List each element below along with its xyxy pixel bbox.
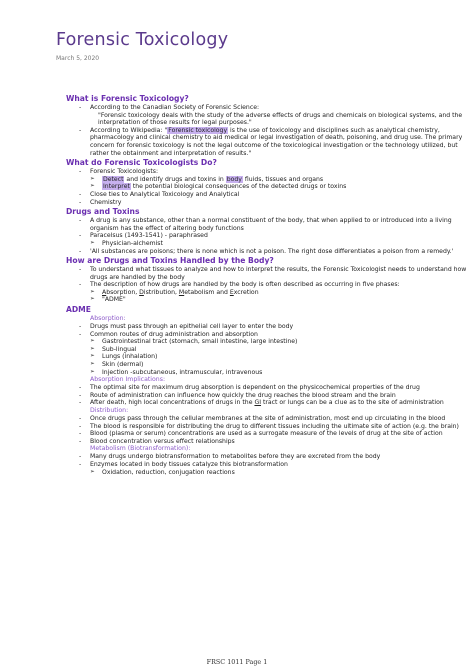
underlined-letter: A (102, 288, 107, 296)
page-title: Forensic Toxicology (56, 30, 229, 50)
sub-list-item (66, 289, 470, 297)
list-item: - Drugs must pass through an epithelial cell layer to enter the body (66, 323, 470, 331)
heading-what-is-forensic-toxicology: What is Forensic Toxicology? (66, 94, 189, 103)
list-item-text: istribution, (143, 288, 179, 296)
subheading-absorption: Absorption: (90, 315, 126, 323)
list-item: - Paracelsus (1493-1541) - paraphrased (66, 232, 470, 240)
list-item: - Close ties to Analytical Toxicology and Analytical (66, 191, 470, 199)
highlight-text: Forensic toxicology (168, 126, 228, 134)
list-item: - The optimal site for maximum drug absorption is dependent on the physicochemical properties of the drug (66, 384, 470, 392)
list-item: - According to the Canadian Society of Forensic Science: (66, 104, 470, 112)
list-item (66, 127, 470, 157)
page-footer: FRSC 1011 Page 1 (206, 658, 268, 666)
sub-list-item: ➢ Sub-lingual (66, 346, 470, 354)
underlined-letter: E (229, 288, 234, 296)
sub-list-item: ➢ Oxidation, reduction, conjugation reactions (66, 469, 470, 477)
note-body (66, 94, 470, 476)
list-item-text: According to Wikipedia: " (90, 126, 168, 134)
list-item-text: is the use of toxicology and disciplines such as analytical chemistry, pharmacology and clinical chemistry to aid medical or legal investigation of death, poisoning, and drug use. The primary concern for forensic toxicology is not the legal outcome of the toxicological investigation or the technology utilized, but rather the obtainment and interpretation of results." (90, 126, 463, 157)
heading-how-drugs-handled: How are Drugs and Toxins Handled by the Body? (66, 256, 274, 266)
list-item (66, 399, 470, 407)
list-item: - Enzymes located in body tissues catalyze this biotransformation (66, 461, 470, 469)
list-item: - Once drugs pass through the cellular membranes at the site of administration, most end up circulating in the blood (66, 415, 470, 423)
highlight-text: Detect (103, 175, 124, 183)
underlined-letter: D (139, 288, 144, 296)
list-item-text: etabolism and (184, 288, 230, 296)
list-item: - To understand what tissues to analyze and how to interpret the results, the Forensic Toxicologist needs to understand how drugs are handled by the body (66, 266, 470, 281)
list-item: - 'All substances are poisons; there is none which is not a poison. The right dose differentiates a poison from a remedy.' (66, 248, 470, 256)
list-item: - Many drugs undergo biotransformation to metabolites before they are excreted from the body (66, 453, 470, 461)
list-item: - Blood (plasma or serum) concentrations are used as a surrogate measure of the levels of drug at the site of action (66, 430, 470, 438)
sub-list-item (66, 183, 470, 191)
sub-list-item: ➢ Injection -subcutaneous, intramuscular, intravenous (66, 369, 470, 377)
list-item: - A drug is any substance, other than a normal constituent of the body, that when applied to or introduced into a living organism has the effect of altering body functions (66, 217, 470, 232)
sub-list-item: ➢ Physician-alchemist (66, 240, 470, 248)
sub-list-item: ➢ "ADME" (66, 296, 470, 304)
list-item: - Forensic Toxicologists: (66, 168, 470, 176)
heading-adme: ADME (66, 305, 91, 315)
highlight-text: Interpret (103, 183, 130, 191)
list-item-text: and identify drugs and toxins in (124, 175, 226, 183)
heading-drugs-and-toxins: Drugs and Toxins (66, 207, 140, 217)
sub-list-item: ➢ Lungs (inhalation) (66, 353, 470, 361)
list-item: - Chemistry (66, 199, 470, 207)
page-date: March 5, 2020 (56, 55, 100, 62)
quote-text: "Forensic toxicology deals with the study of the adverse effects of drugs and chemicals on biological systems, and the interpretation of those results for legal purposes." (98, 111, 463, 127)
list-item-text: fluids, tissues and organs (242, 175, 324, 183)
list-item: - The description of how drugs are handled by the body is often described as occurring in five phases: (66, 281, 470, 289)
sub-list-item: ➢ Gastrointestinal tract (stomach, small intestine, large intestine) (66, 338, 470, 346)
subheading-distribution: Distribution: (90, 407, 129, 414)
list-item-text: xcretion (233, 288, 259, 296)
list-item: - Blood concentration versus effect relationships (66, 438, 470, 446)
list-item: - Common routes of drug administration and absorption (66, 331, 470, 339)
list-item: - The blood is responsible for distributing the drug to different tissues including the ultimate site of action (e.g. the brain) (66, 423, 470, 431)
list-item: - Route of administration can influence how quickly the drug reaches the blood stream and the brain (66, 392, 470, 400)
highlight-text: body (226, 175, 242, 183)
heading-what-do-toxicologists-do: What do Forensic Toxicologists Do? (66, 158, 217, 168)
list-item-text: bsorption, (106, 288, 140, 296)
list-item-text: the potential biological consequences of the detected drugs or toxins (130, 183, 347, 191)
sub-list-item (66, 176, 470, 184)
subheading-metabolism: Metabolism (Biotransformation): (90, 445, 191, 453)
list-item-text: After death, high local concentrations of drugs in the (90, 399, 255, 407)
list-item-text: tract or lungs can be a clue as to the site of administration (261, 399, 444, 407)
sub-list-item: ➢ Skin (dermal) (66, 361, 470, 369)
underlined-letter: M (178, 288, 185, 296)
subheading-absorption-implications: Absorption Implications: (90, 376, 166, 384)
underlined-text: GI (254, 399, 262, 407)
